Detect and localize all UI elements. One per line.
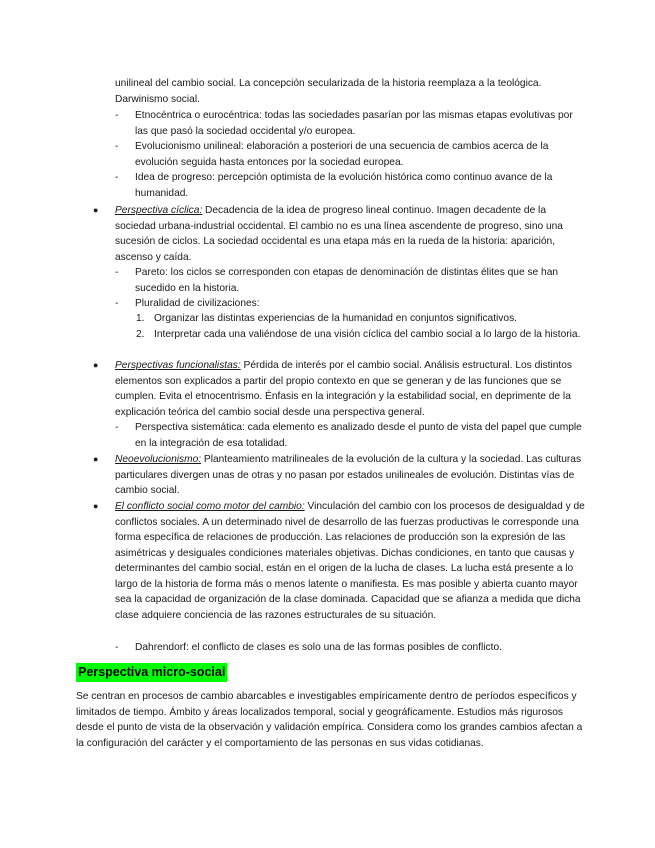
bullet-lead: Perspectivas funcionalistas:	[115, 360, 241, 371]
list-item-text: Pluralidad de civilizaciones:	[135, 298, 260, 309]
section-paragraph: Se centran en procesos de cambio abarcables e investigables empíricamente dentro de períodos específicos y limitados de tiempo. Ámbito y áreas localizados temporal, social y geográficamente. Estudios más rigurosos desde el punto de vista de la observación y validación empírica. Considera como los grandes cambios afectan a la configuración del carácter y el comportamiento de las personas en sus vidas cotidianas.	[76, 691, 583, 749]
bullet-lead: El conflicto social como motor del cambio:	[115, 501, 305, 512]
bullet-lead: Perspectiva cíclica:	[115, 205, 203, 216]
dash-marker: -	[115, 298, 119, 309]
bullet-text: Planteamiento matrilineales de la evolución de la cultura y la sociedad. Las culturas particulares divergen unas de otras y no pasan por estados unilineales de evolución. Distintas vías de cambio social.	[115, 454, 582, 496]
dash-marker: -	[115, 422, 119, 433]
dash-marker: -	[115, 267, 119, 278]
bullet-text: Vinculación del cambio con los procesos de desigualdad y de conflictos sociales. A un determinado nivel de desarrollo de las fuerzas productivas le corresponde una forma específica de relaciones de producción. Las relaciones de producción son la expresión de las asimétricas y desiguales condiciones materiales objetivas. Dichas condiciones, en tanto que causas y determinantes del cambio social, están en el origen de la lucha de clases. La lucha está presente a lo largo de la historia de forma más o menos latente o manifiesta. Es mas posible y abierta cuanto mayor sea la capacidad de organización de la clase dominada. Capacidad que se afianza a medida que dicha clase adquiere conciencia de las razones estructurales de su situación.	[115, 501, 585, 621]
dash-marker: -	[115, 141, 119, 152]
intro-line-2: Darwinismo social.	[115, 94, 200, 105]
bullet-lead: Neoevolucionismo:	[115, 454, 202, 465]
dash-marker: -	[115, 110, 119, 121]
number-marker: 2.	[136, 329, 145, 340]
bullet-icon: ●	[93, 501, 99, 511]
list-item-text: Idea de progreso: percepción optimista de la evolución histórica como continuo avance de la humanidad.	[135, 172, 553, 199]
intro-line-1: unilineal del cambio social. La concepción secularizada de la historia reemplaza a la teológica.	[115, 78, 542, 89]
bullet-icon: ●	[93, 454, 99, 464]
list-item-text: Evolucionismo unilineal: elaboración a posteriori de una secuencia de cambios acerca de la evolución seguida hasta entonces por la sociedad europea.	[135, 141, 549, 168]
list-item-text: Perspectiva sistemática: cada elemento es analizado desde el punto de vista del papel que cumple en la integración de esa totalidad.	[135, 422, 582, 449]
bullet-icon: ●	[93, 360, 99, 370]
bullet-text: Decadencia de la idea de progreso lineal continuo. Imagen decadente de la sociedad urbana-industrial occidental. El cambio no es una línea ascendente de progreso, sino una sucesión de ciclos. La sociedad occidental es una etapa más en la rueda de la historia: aparición, ascenso y caída.	[115, 205, 563, 263]
bullet-text: Pérdida de interés por el cambio social. Análisis estructural. Los distintos elementos son explicados a partir del propio contexto en que se generan y de las funciones que se cumplen. Evita el etnocentrismo. Énfasis en la integración y la estabilidad social, en deprimente de la explicación teórica del cambio social desde una perspectiva general.	[115, 360, 572, 418]
bullet-icon: ●	[93, 205, 99, 215]
section-heading: Perspectiva micro-social	[76, 663, 227, 682]
numbered-item-text: Interpretar cada una valiéndose de una visión cíclica del cambio social a lo largo de la historia.	[154, 329, 581, 340]
list-item-text: Dahrendorf: el conflicto de clases es solo una de las formas posibles de conflicto.	[135, 642, 502, 653]
dash-marker: -	[115, 172, 119, 183]
numbered-item-text: Organizar las distintas experiencias de la humanidad en conjuntos significativos.	[154, 313, 517, 324]
dash-marker: -	[115, 642, 119, 653]
list-item-text: Pareto: los ciclos se corresponden con etapas de denominación de distintas élites que se han sucedido en la historia.	[135, 267, 559, 294]
list-item-text: Etnocéntrica o eurocéntrica: todas las sociedades pasarían por las mismas etapas evolutivas por las que pasó la sociedad occidental y/o europea.	[135, 110, 573, 137]
number-marker: 1.	[136, 313, 145, 324]
